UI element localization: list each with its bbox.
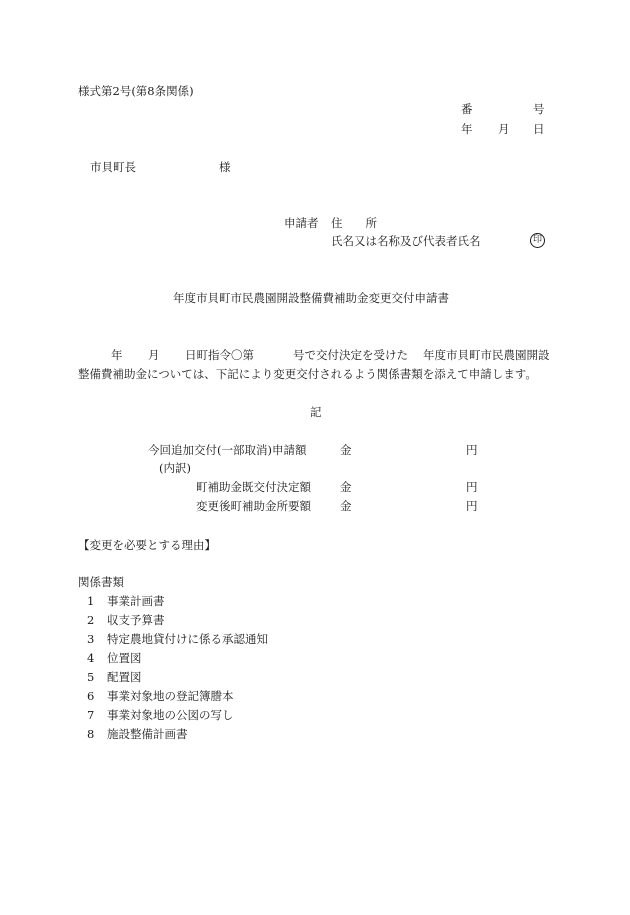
document-item-text: 施設整備計画書 bbox=[107, 727, 188, 741]
amount-additional-prefix: 金 bbox=[340, 443, 352, 457]
date-year: 年 bbox=[461, 122, 473, 136]
body-received: 号で交付決定を受けた bbox=[293, 348, 408, 362]
date-month: 月 bbox=[498, 122, 510, 136]
amount-granted-unit: 円 bbox=[466, 480, 478, 494]
breakdown-label: (内訳) bbox=[159, 461, 191, 475]
addressee-name: 市貝町長 bbox=[90, 160, 136, 174]
seal-mark: 印 bbox=[530, 233, 545, 248]
date-day: 日 bbox=[533, 122, 545, 136]
document-item-text: 収支予算書 bbox=[107, 613, 165, 627]
amount-required-unit: 円 bbox=[466, 499, 478, 513]
applicant-name-label: 氏名又は名称及び代表者氏名 bbox=[331, 234, 481, 248]
document-item-number: 1 bbox=[87, 594, 95, 608]
applicant-label: 申請者 bbox=[284, 216, 319, 230]
body-line-2: 整備費補助金については、下記により変更交付されるよう関係書類を添えて申請します。 bbox=[78, 367, 537, 381]
document-title: 年度市貝町市民農園開設整備費補助金変更交付申請書 bbox=[173, 291, 449, 305]
amount-additional-unit: 円 bbox=[466, 443, 478, 457]
body-year: 年 bbox=[111, 348, 123, 362]
amount-required-prefix: 金 bbox=[340, 499, 352, 513]
number-suffix: 号 bbox=[533, 102, 545, 116]
document-item-number: 4 bbox=[87, 651, 95, 665]
amount-required-label: 変更後町補助金所要額 bbox=[196, 499, 311, 513]
document-item-number: 3 bbox=[87, 632, 95, 646]
document-item-number: 7 bbox=[87, 708, 95, 722]
document-item-number: 5 bbox=[87, 670, 95, 684]
document-item-number: 2 bbox=[87, 613, 95, 627]
amount-granted-label: 町補助金既交付決定額 bbox=[196, 480, 311, 494]
document-item-text: 事業計画書 bbox=[107, 594, 165, 608]
form-id: 様式第2号(第8条関係) bbox=[78, 84, 194, 98]
document-item-number: 6 bbox=[87, 689, 95, 703]
number-label: 番 bbox=[461, 102, 473, 116]
document-item-number: 8 bbox=[87, 727, 95, 741]
document-item-text: 特定農地貸付けに係る承認通知 bbox=[107, 632, 268, 646]
applicant-address-label: 住 所 bbox=[331, 216, 377, 230]
reason-heading: 【変更を必要とする理由】 bbox=[78, 538, 216, 552]
document-item-text: 事業対象地の公図の写し bbox=[107, 708, 234, 722]
ki-heading: 記 bbox=[310, 405, 322, 419]
body-decision: 日町指令〇第 bbox=[185, 348, 254, 362]
documents-heading: 関係書類 bbox=[78, 575, 124, 589]
document-item-text: 配置図 bbox=[107, 670, 142, 684]
amount-additional-label: 今回追加交付(一部取消)申請額 bbox=[148, 443, 307, 457]
amount-granted-prefix: 金 bbox=[340, 480, 352, 494]
document-item-text: 事業対象地の登記簿謄本 bbox=[107, 689, 234, 703]
body-program: 年度市貝町市民農園開設 bbox=[423, 348, 550, 362]
document-item-text: 位置図 bbox=[107, 651, 142, 665]
addressee-honorific: 様 bbox=[219, 160, 231, 174]
body-month: 月 bbox=[148, 348, 160, 362]
